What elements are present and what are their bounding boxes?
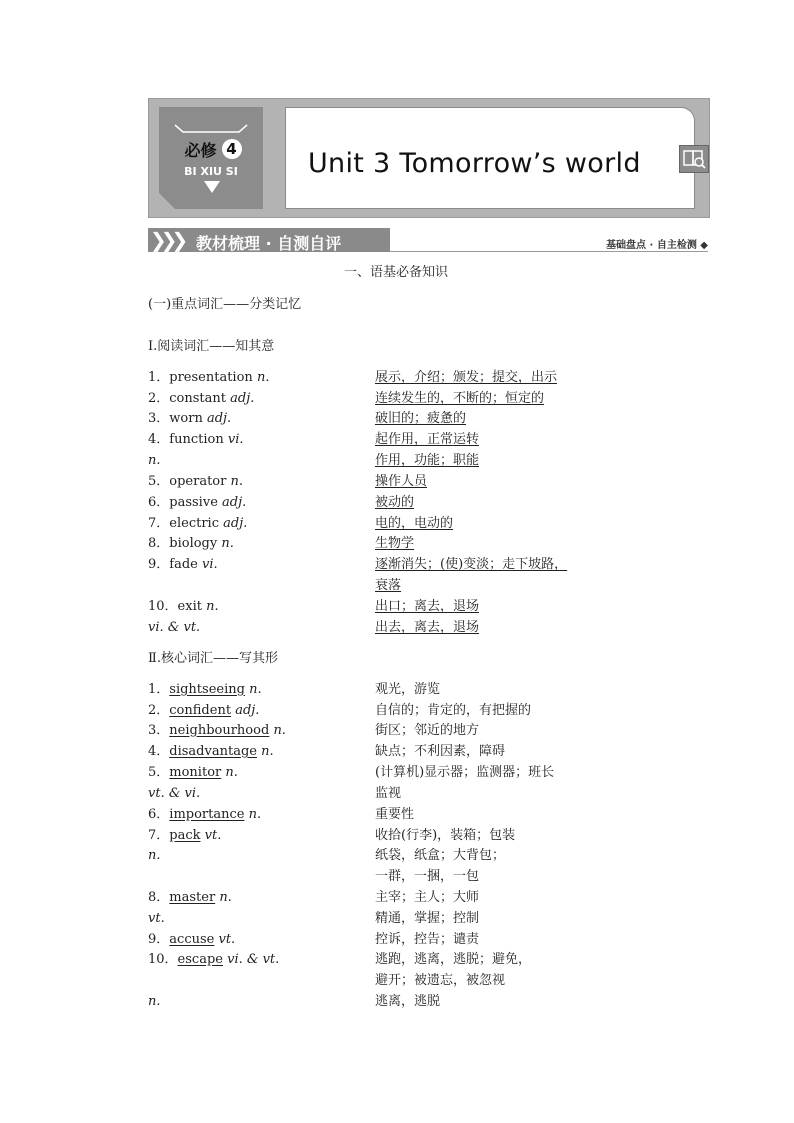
- part-of-speech: vi.: [202, 557, 218, 572]
- subheading: (一)重点词汇——分类记忆: [148, 297, 302, 312]
- vocab-meaning: 作用，功能；职能: [375, 453, 480, 468]
- vocab-term: [148, 702, 259, 720]
- vocab-term: [148, 681, 262, 699]
- vocab-meaning: 出口；离去，退场: [375, 599, 480, 614]
- part-of-speech: n.: [221, 536, 234, 551]
- vocab-term: [148, 910, 165, 928]
- vocab-word: confident: [169, 703, 232, 718]
- vocab-meaning: 破旧的；疲惫的: [375, 411, 467, 426]
- vocab-meaning: 避开；被遗忘，被忽视: [375, 973, 506, 988]
- vocab-word: 10．exit: [148, 599, 202, 614]
- vocab-meaning: 生物学: [375, 536, 415, 551]
- vocab-term: [148, 473, 243, 491]
- vocab-term: [148, 535, 234, 553]
- vocab-meaning: 展示，介绍；颁发；提交，出示: [375, 370, 558, 385]
- vocab-term: [148, 369, 278, 387]
- part-of-speech: vi. & vt.: [227, 952, 280, 967]
- vocab-word: sightseeing: [169, 682, 245, 697]
- vocab-meaning: 重要性: [375, 807, 415, 822]
- part-of-speech: adj.: [222, 495, 247, 510]
- vocab-meaning: 被动的: [375, 495, 415, 510]
- item-number: 5．: [148, 765, 170, 780]
- vocab-word: 8．biology: [148, 536, 218, 551]
- divider: [390, 251, 708, 252]
- section-bar: [148, 228, 708, 254]
- part-of-speech: adj.: [206, 411, 232, 426]
- vocab-word: 2．constant: [148, 391, 226, 406]
- part-of-speech: n.: [206, 599, 219, 614]
- vocab-meaning: 衰落: [375, 578, 402, 593]
- vocab-meaning: 自信的；肯定的，有把握的: [375, 703, 532, 718]
- vocab-word: monitor: [169, 765, 222, 780]
- vocab-term: [148, 764, 238, 782]
- vocab-word: accuse: [169, 932, 215, 947]
- part-of-speech: n.: [148, 994, 161, 1009]
- vocab-term: [148, 951, 279, 969]
- item-number: 6．: [148, 807, 170, 822]
- item-number: 7．: [148, 828, 170, 843]
- vocab-meaning: 监视: [375, 786, 402, 801]
- vocab-term: [148, 889, 232, 907]
- item-number: 4．: [148, 744, 170, 759]
- part-of-speech: adj.: [223, 516, 248, 531]
- part-of-speech: vt.: [204, 828, 222, 843]
- vocab-meaning: 电的，电动的: [375, 516, 454, 531]
- vocab-word: pack: [169, 828, 201, 843]
- vocab-term: [148, 390, 254, 408]
- vocab-term: [148, 931, 235, 949]
- vocab-term: [148, 431, 243, 449]
- vocab-word: escape: [177, 952, 223, 967]
- vocab-word: disadvantage: [169, 744, 257, 759]
- part-of-speech: n.: [273, 723, 286, 738]
- compulsory-badge: [159, 107, 263, 209]
- unit-banner: [148, 98, 710, 218]
- part-of-speech: vi. & vt.: [148, 620, 201, 635]
- vocab-term: [148, 993, 161, 1011]
- item-number: 2．: [148, 703, 170, 718]
- vocab-meaning: 精通，掌握；控制: [375, 911, 480, 926]
- vocab-meaning: 逃跑，逃离，逃脱；避免，: [375, 952, 532, 967]
- vocab-word: master: [169, 890, 216, 905]
- part-of-speech: vt.: [218, 932, 236, 947]
- vocab-word: importance: [169, 807, 245, 822]
- item-number: 1．: [148, 682, 170, 697]
- vocab-term: [148, 515, 247, 533]
- item-number: 9．: [148, 932, 170, 947]
- part-of-speech: n.: [148, 453, 161, 468]
- vocab-term: [148, 598, 219, 616]
- vocab-meaning: 起作用，正常运转: [375, 432, 480, 447]
- vocab-meaning: 主宰；主人；大师: [375, 890, 480, 905]
- vocab-meaning: 纸袋，纸盒；大背包；: [375, 848, 506, 863]
- vocab-meaning: 逃离，逃脱: [375, 994, 441, 1009]
- part-of-speech: n.: [230, 474, 243, 489]
- part2-title: Ⅱ.核心词汇——写其形: [148, 651, 278, 666]
- vocab-term: [148, 743, 274, 761]
- badge-title: 必修: [184, 140, 217, 160]
- part-of-speech: n.: [148, 848, 161, 863]
- vocab-term: [148, 556, 218, 574]
- badge-ornament-icon: [173, 123, 249, 133]
- vocab-meaning: 收拾(行李)，装箱；包装: [375, 828, 516, 843]
- book-search-icon: [679, 145, 709, 173]
- vocab-term: [148, 722, 286, 740]
- part-of-speech: vi.: [227, 432, 244, 447]
- vocab-word: 7．electric: [148, 516, 219, 531]
- unit-title-box: [285, 107, 695, 209]
- part-of-speech: n.: [225, 765, 238, 780]
- corner-fold: [159, 193, 175, 209]
- vocab-term: [148, 452, 161, 470]
- vocab-meaning: 逐渐消失；(使)变淡；走下坡路，: [375, 557, 568, 572]
- vocab-meaning: 缺点；不利因素，障碍: [375, 744, 506, 759]
- part-of-speech: n.: [219, 890, 232, 905]
- vocab-term: [148, 847, 161, 865]
- vocab-term: [148, 806, 261, 824]
- chevron-right-icon: ❯❯❯: [150, 228, 183, 252]
- vocab-word: neighbourhood: [169, 723, 270, 738]
- vocab-meaning: 观光，游览: [375, 682, 441, 697]
- part-of-speech: vt.: [148, 911, 165, 926]
- vocab-word: 1．presentation: [148, 370, 253, 385]
- vocab-word: 5．operator: [148, 474, 227, 489]
- vocab-meaning: 控诉，控告；谴责: [375, 932, 480, 947]
- vocab-word: 6．passive: [148, 495, 218, 510]
- vocab-word: 4．function: [148, 432, 224, 447]
- item-number: 8．: [148, 890, 170, 905]
- badge-number: 4: [222, 139, 242, 159]
- section-subtitle: 基础盘点 · 自主检测 ◆: [606, 240, 708, 251]
- vocab-meaning: 街区；邻近的地方: [375, 723, 480, 738]
- section-title: 教材梳理 · 自测自评: [196, 234, 342, 253]
- part-of-speech: n.: [261, 744, 274, 759]
- item-number: 10．: [148, 952, 178, 967]
- vocab-term: [148, 827, 221, 845]
- part-of-speech: vt. & vi.: [148, 786, 201, 801]
- part1-title: Ⅰ.阅读词汇——知其意: [148, 339, 275, 354]
- vocab-term: [148, 619, 200, 637]
- part-of-speech: n．: [256, 370, 279, 385]
- vocab-word: 9．fade: [148, 557, 198, 572]
- part-of-speech: n.: [248, 807, 262, 822]
- vocab-word: 3．worn: [148, 411, 203, 426]
- vocab-meaning: 出去，离去，退场: [375, 620, 480, 635]
- vocab-meaning: (计算机)显示器；监测器；班长: [375, 765, 555, 780]
- heading: 一、语基必备知识: [344, 265, 449, 280]
- badge-pinyin: BI XIU SI: [184, 165, 238, 178]
- vocab-meaning: 操作人员: [375, 474, 428, 489]
- item-number: 3．: [148, 723, 170, 738]
- part-of-speech: adj.: [235, 703, 260, 718]
- vocab-term: [148, 785, 200, 803]
- unit-title: Unit 3 Tomorrow’s world: [308, 148, 641, 179]
- part-of-speech: n.: [249, 682, 262, 697]
- down-triangle-icon: [204, 181, 220, 193]
- vocab-term: [148, 494, 246, 512]
- vocab-meaning: 一群，一捆，一包: [375, 869, 480, 884]
- vocab-term: [148, 410, 231, 428]
- vocab-meaning: 连续发生的，不断的；恒定的: [375, 391, 545, 406]
- part-of-speech: adj.: [230, 391, 255, 406]
